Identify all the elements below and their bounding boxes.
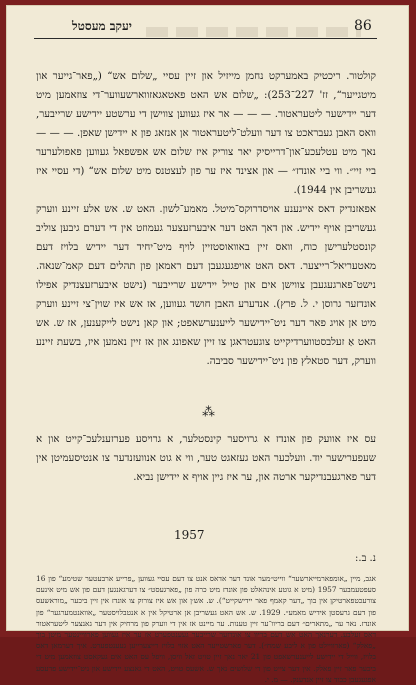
page-number: 86 [354,18,372,34]
postscript-label: נ. ב.: [355,553,376,564]
running-header-author: יעקב מעסטל [72,19,132,33]
book-page [6,5,409,684]
running-header [34,15,376,37]
header-rule [34,38,377,39]
section-separator: ⁂ [202,405,215,420]
paragraph-3: עס איז אוועק פון אונדז א גרויסער קינסטלער, א גרויסע פערזענלעכ־קייט און א שעפערישער יוד. וועלכער האט געזאגט טער, ווי א גוט אנוועזנדער צו אנטיסעמיטן אין דער פארגעבנדיקער ארטה און, ער איז גיין אויף א יידישן נביא. [36,434,376,483]
paragraph-1: קולטור. ריכטיק באמערקט נחמן מייזיל און זיין עסיי „שלום אש“ („פאר־גייער און מיטגייער“, זז' 227־253): „שלום אש האט פאטאגאזווארשעווער־די צוזאמען מיט דער יידישער ליטעראטור. — — — אר איז געווען צווישן די ערשטע יידישע שרייבער, וואס האבן געבראכט צו דער וועלט־ליטעראטור אן אנזאג פון א יידישן שאפן. — — — נאך מיט עטלעכע־און־דרייסיק יאר צוריק איז שלום אש אפשפאל געווען פאפולערער ביי זיי״. ווי ביי אונדז״ — און אצינד איז ער פון לעצטנס מיט שלום אש“ (די עסיי איז געשריבן אין 1944). [36,71,377,196]
date-line: 1957 [174,528,205,542]
paragraph-2: אפאזנדיק דאס אייגענע אויסדרוקס־מיטל. מאמע־לשון. האט ש. אש אלע זיינע ווערק געשריבן אויף יידיש. און דאך האט דער איבערזעצער געמוזט אין די דערם גיבען צוליב קונסטלערישן כוח, וואס זיין באוואוסטזיין לויף מיט־יחיד דער יידיש בלויז דעם מאטעריאל־רייצער. דאס האט אויפגעגעבן דעם ראמאן פון תהלים דעם קאמ־שנאה. נישט־פארגעגעבן צווישן אים און טייל יידישע שרייבער (נישט איבערזעצנדיק אפילו אונדזער גרוסן י. ל. פרץ). אנדערע האבן חושד געווען, אז אש איז שוין־צי זיינע ווערק מיט אן אויג פאר דער ניט־יידישער לייענערשאפט; און קאן נישט לייקענען, אז ש. אש האט אַ זעלבסטווערדיקייט צוגעטראגן צו זיין שאפונג און אז זיין נאמען איז, בשעת זיינע ווערק, דער סטאלץ פון ניט־יידישער סביבה. [36,204,376,367]
main-text [36,67,376,371]
postscript-note: אגב, מיין „אומפארמייארשער“ ווייט״מער אונד דער אדאס אנט צו דעם עסיי געווען „פרייע ארבעטער שטימע“ פון 16 סעפטעמבער 1957 (מיט א גוטע אינהאלט פון אונדז מיט כרה פון „פארגעסט״ צו דערגאנגען דעם פון אש מיט אינעם צורעכטפארטיקן אין בוך „דער קאמף פאר יידישקייט“). ש. אש׳ן און אש איז צורוק צו אונדז אין זיין ביכער „מוראשעס פון דעם גרעסטן אידיש מאמע״. 1929. ש. אש האט געשריבן אן ארטיקל אין א אנטבלויסטער „אוואנטמערגער“ פון אונדז. נאר ער „מתארים״ דעם בריוו־ער זיין טענות. ער מיינט אז אין די ווערק פון מרחיק אין דער גאנצער ליטעראטור דאס זעלבע. דערנאך האט אש דעם בריוו צו אונדזער שרייבער געענטפערט אז ער איז געווען פארוויינטער מיטן בוך „פאלק“ (פארוויילט פון א ליבע שמח״). דער פארשטייער האט אזוי בלויז רייצערייען געענטפערט. איך דערמאן דאס בלויז, ווייל די יידישע לייענערשאפט פון 21 יאר נאך זיין טויט זאל וויסן, וויפל עס האט אים געקאסט צוזאמען מיט די ביכער פאר זיין פאלק. אין דער צייט פון די שלושים נאך ש. אשעס טויט, האט די גאנצע יידישע און ניט־יידישע פרעסע אפגעגעבן כבוד צו זיין אנדענק. — מ. י. [36,574,376,684]
